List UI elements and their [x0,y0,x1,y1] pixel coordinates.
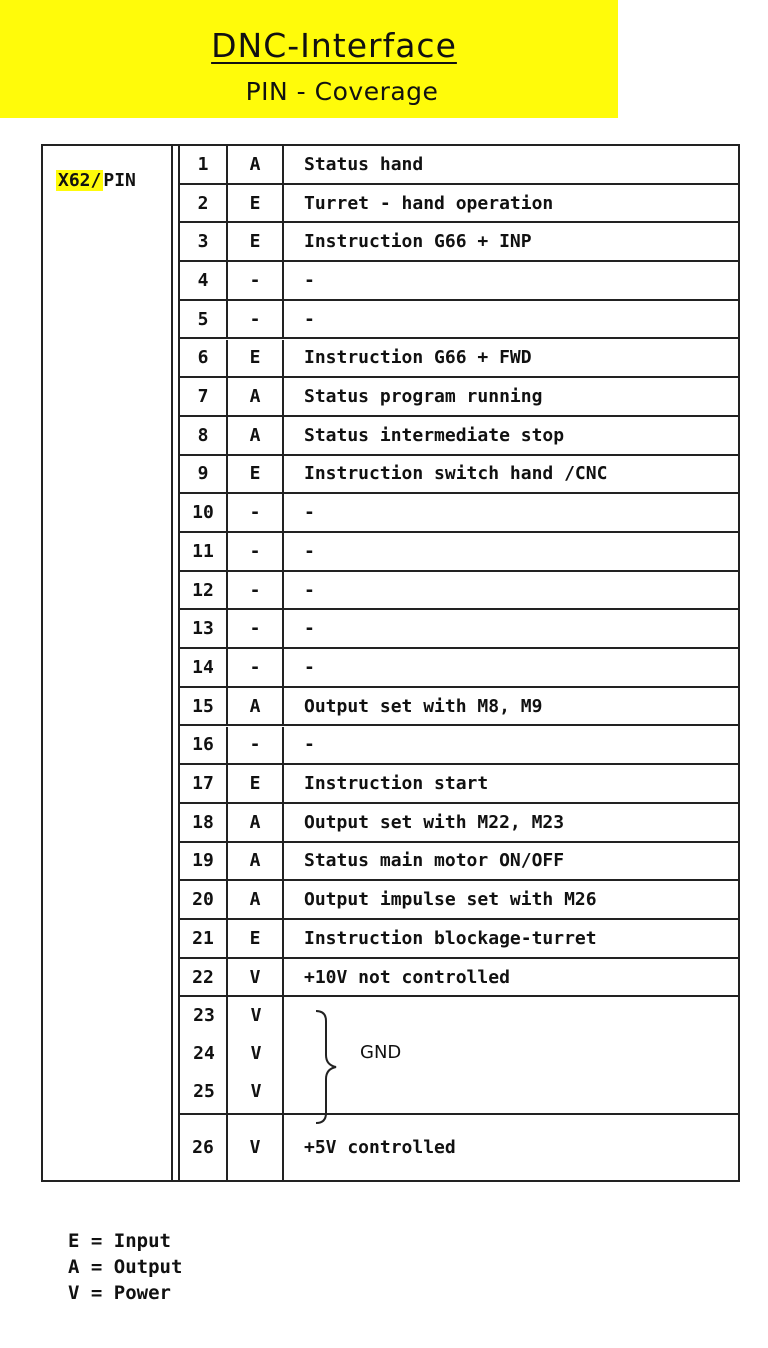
signal-type: E [228,185,284,222]
signal-description: Instruction G66 + INP [304,231,532,253]
pin-number: 9 [180,456,228,493]
signal-description: - [304,308,315,330]
table-row [180,146,740,185]
table-row [180,417,740,456]
signal-type: - [228,572,284,609]
pin-number: 22 [180,959,228,996]
pin-number: 26 [180,1115,228,1180]
signal-type: E [228,340,284,377]
pin-number: 23 [193,1005,215,1027]
signal-description: Status hand [304,153,424,175]
table-row [180,378,740,417]
signal-description: Turret - hand operation [304,192,554,214]
legend-item-power: V = Power [68,1282,171,1304]
signal-description: +10V not controlled [304,966,510,988]
pin-coverage-table [41,144,740,1182]
pin-number: 20 [180,881,228,918]
pin-number: 10 [180,494,228,531]
pin-number: 13 [180,610,228,647]
table-row [180,688,740,727]
pin-number: 2 [180,185,228,222]
table-row [180,185,740,224]
signal-type: V [250,1005,262,1027]
signal-type: - [228,301,284,338]
table-row [180,920,740,959]
signal-type: - [228,610,284,647]
signal-description: - [304,618,315,640]
signal-description: - [304,734,315,756]
signal-type: - [228,262,284,299]
connector-label-highlight: X62/ [58,170,102,191]
pin-number: 8 [180,417,228,454]
signal-description: Instruction switch hand /CNC [304,463,608,485]
signal-description: - [304,269,315,291]
table-row [180,1115,740,1180]
pin-number: 1 [180,146,228,183]
table-row [180,610,740,649]
pin-number: 14 [180,649,228,686]
signal-type: A [228,881,284,918]
signal-type: A [228,843,284,880]
table-row [180,727,740,766]
legend-item-input: E = Input [68,1230,171,1252]
signal-description: Status main motor ON/OFF [304,850,565,872]
signal-type: A [228,804,284,841]
pin-number: 5 [180,301,228,338]
pin-number: 19 [180,843,228,880]
pin-number: 4 [180,262,228,299]
signal-description: Output impulse set with M26 [304,889,597,911]
gnd-label: GND [360,1042,402,1064]
table-row [180,262,740,301]
signal-description: Status intermediate stop [304,424,565,446]
pin-number: 21 [180,920,228,957]
signal-description: Output set with M8, M9 [304,695,543,717]
table-row [180,456,740,495]
signal-type: A [228,378,284,415]
legend [68,1228,182,1306]
table-row [180,881,740,920]
legend-item-output: A = Output [68,1256,183,1278]
signal-type: E [228,765,284,802]
signal-description: Instruction start [304,773,489,795]
signal-type: A [228,688,284,725]
pin-number: 25 [193,1081,215,1103]
curly-brace-icon [312,1007,342,1127]
pin-number: 17 [180,765,228,802]
pin-number: 16 [180,727,228,764]
pin-number: 24 [193,1043,215,1065]
signal-description: - [304,579,315,601]
table-row [180,765,740,804]
pin-number: 15 [180,688,228,725]
signal-type: E [228,223,284,260]
table-row [180,572,740,611]
signal-type: V [250,1043,262,1065]
connector-label [56,170,136,191]
signal-description: Instruction blockage-turret [304,927,597,949]
signal-type: A [228,417,284,454]
signal-type: V [250,1081,262,1103]
table-row [180,533,740,572]
table-row [180,843,740,882]
signal-description: Output set with M22, M23 [304,811,565,833]
signal-description: - [304,656,315,678]
signal-type: - [228,727,284,764]
pin-number: 18 [180,804,228,841]
signal-description: +5V controlled [304,1137,456,1159]
signal-type: A [228,146,284,183]
signal-description: Instruction G66 + FWD [304,347,532,369]
page-title: DNC-Interface [211,26,457,65]
table-row [180,804,740,843]
table-row [180,494,740,533]
signal-type: E [228,456,284,493]
connector-label-rest: PIN [103,170,136,191]
connector-column [43,146,173,1180]
table-row [180,223,740,262]
pin-number: 12 [180,572,228,609]
pin-number: 6 [180,340,228,377]
pin-number: 7 [180,378,228,415]
signal-description: Status program running [304,386,543,408]
signal-description: - [304,502,315,524]
gnd-group-row [180,997,740,1115]
page-subtitle: PIN - Coverage [245,77,439,106]
table-row [180,959,740,998]
signal-type: - [228,533,284,570]
signal-type: E [228,920,284,957]
table-row [180,649,740,688]
table-row [180,301,740,340]
signal-type: - [228,494,284,531]
table-row [180,340,740,379]
signal-description: - [304,540,315,562]
signal-type: V [228,959,284,996]
pin-number: 11 [180,533,228,570]
signal-type: V [228,1115,284,1180]
signal-type: - [228,649,284,686]
pin-number: 3 [180,223,228,260]
